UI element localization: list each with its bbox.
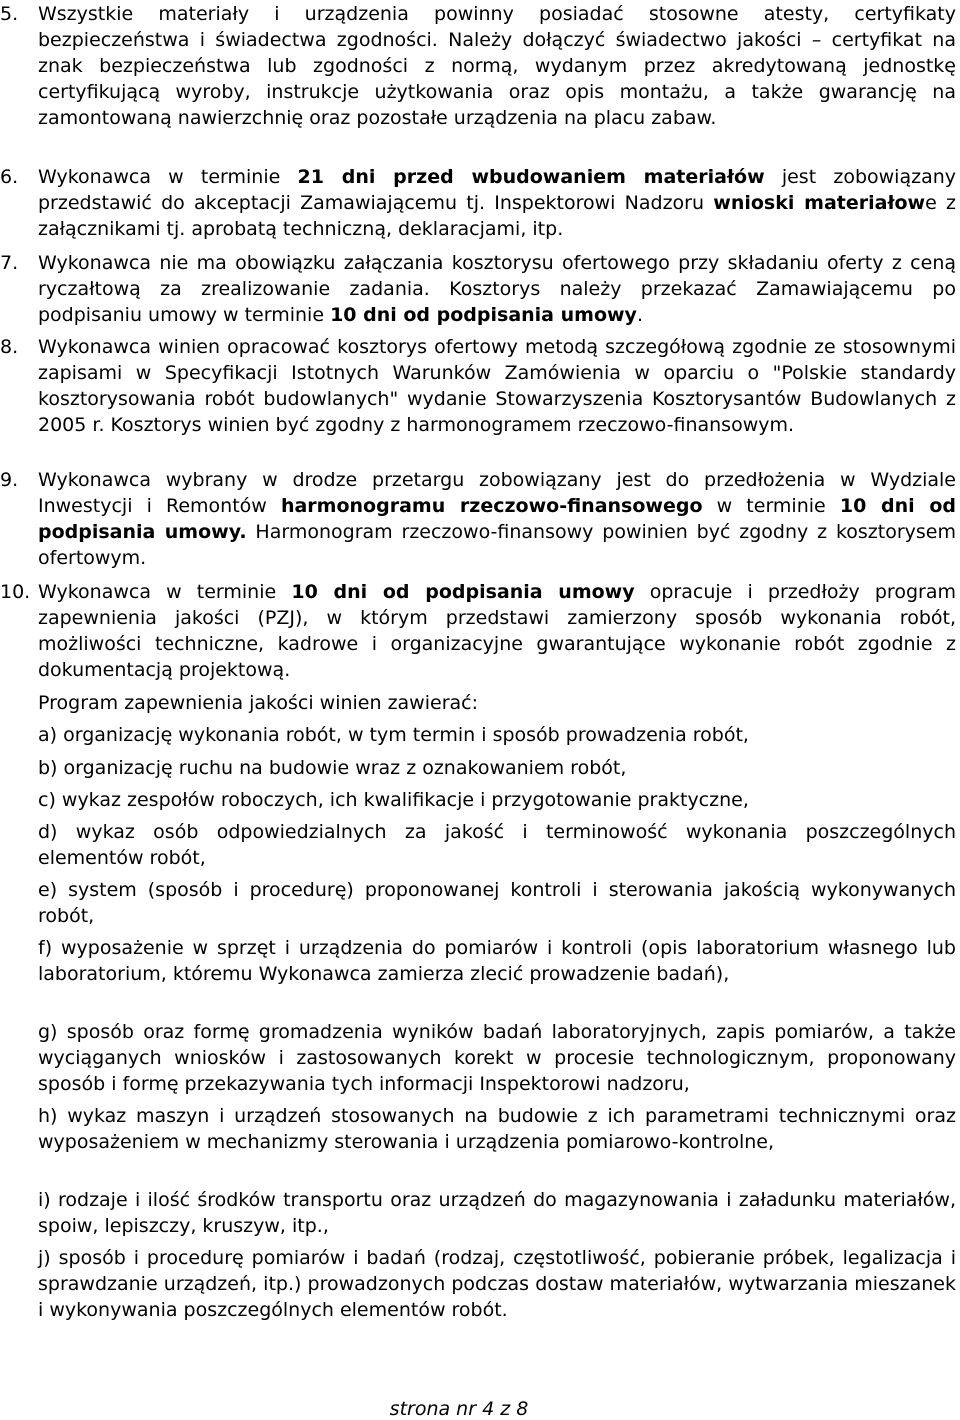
sub-item-a: a) organizację wykonania robót, w tym termin i sposób prowadzenia robót, [38, 724, 749, 746]
item-number: 7. [0, 252, 19, 274]
item-text [38, 250, 956, 328]
item-text [38, 1, 956, 131]
item-number: 9. [0, 469, 19, 491]
bold-run: 21 dni przed wbudowaniem materiałów [297, 166, 765, 188]
text-run: Wykonawca winien opracować kosztorys ofertowy metodą szczegółową zgodnie ze stosownymi zapisami w Specyfikacji Istotnych Warunków Zamówienia w oparciu o "Polskie standardy kosztorysowania robót budowlanych" wydanie Stowarzyszenia Kosztorysantów Budowlanych z 2005 r. Kosztorys winien być zgodny z harmonogramem rzeczowo-finansowym. [38, 336, 956, 436]
text-run: Wykonawca nie ma obowiązku załączania kosztorysu ofertowego przy składaniu oferty z ceną ryczałtową za zrealizowanie zadania. Kosztorys należy przekazać Zamawiającemu po podpisaniu umowy w terminie [38, 252, 956, 326]
sub-item-c: c) wykaz zespołów roboczych, ich kwalifikacje i przygotowanie praktyczne, [38, 789, 749, 811]
item-text [38, 164, 956, 242]
text-run: Wszystkie materiały i urządzenia powinny posiadać stosowne atesty, certyfikaty bezpieczeństwa i świadectwa zgodności. Należy dołączyć świadectwo jakości – certyfikat na znak bezpieczeństwa lub zgodności z normą, wydanym przez akredytowaną jednostkę certyfikującą wyroby, instrukcje użytkowania oraz opis montażu, a także gwarancję na zamontowaną nawierzchnię oraz pozostałe urządzenia na placu zabaw. [38, 3, 956, 129]
item-number: 8. [0, 336, 19, 358]
sub-item-e: e) system (sposób i procedurę) proponowanej kontroli i sterowania jakością wykonywanych robót, [38, 879, 956, 927]
text-run: Wykonawca wybrany w drodze przetargu zobowiązany jest do przedłożenia w Wydziale Inwestycji i Remontów [38, 469, 956, 517]
list-item-8 [0, 334, 956, 438]
bold-run: 10 dni od podpisania umowy [291, 581, 635, 603]
sub-item-h: h) wykaz maszyn i urządzeń stosowanych na budowie z ich parametrami technicznymi oraz wyposażeniem w mechanizmy sterowania i urządzenia pomiarowo-kontrolne, [38, 1105, 956, 1153]
sub-item-j: j) sposób i procedurę pomiarów i badań (rodzaj, częstotliwość, pobieranie próbek, legalizacja i sprawdzanie urządzeń, itp.) prowadzonych podczas dostaw materiałów, wytwarzania mieszanek i wykonywania poszczególnych elementów robót. [38, 1247, 956, 1321]
bold-run: 10 dni od podpisania umowy [330, 304, 637, 326]
list-item-6 [0, 164, 956, 242]
text-run: . [636, 304, 643, 326]
list-item-7 [0, 250, 956, 328]
list-item-5 [0, 1, 956, 131]
item-number: 10. [0, 581, 31, 603]
program-intro: Program zapewnienia jakości winien zawierać: [38, 692, 478, 714]
text-run: opracuje i przedłoży program zapewnienia jakości (PZJ), w którym przedstawi zamierzony sposób wykonania robót, możliwości techniczne, kadrowe i organizacyjne gwarantujące wykonanie robót zgodnie z dokumentacją projektową. [38, 581, 956, 681]
bold-run: wnioski materiałow [713, 192, 926, 214]
text-run: jest zobowiązany przedstawić do akceptacji Zamawiającemu tj. Inspektorowi Nadzoru [38, 166, 956, 214]
sub-item-d: d) wykaz osób odpowiedzialnych za jakość i terminowość wykonania poszczególnych elementów robót, [38, 821, 956, 869]
bold-run: 10 dni od podpisania umowy. [38, 495, 956, 543]
item-number: 5. [0, 3, 19, 25]
list-item-10 [0, 579, 956, 683]
sub-item-g: g) sposób oraz formę gromadzenia wyników badań laboratoryjnych, zapis pomiarów, a także wyciąganych wniosków i zastosowanych korekt w procesie technologicznym, proponowany sposób i formę przekazywania tych informacji Inspektorowi nadzoru, [38, 1021, 956, 1095]
text-run: Wykonawca w terminie [38, 166, 298, 188]
item-number: 6. [0, 166, 19, 188]
sub-item-i: i) rodzaje i ilość środków transportu oraz urządzeń do magazynowania i załadunku materiałów, spoiw, lepiszczy, kruszyw, itp., [38, 1189, 956, 1237]
sub-item-f: f) wyposażenie w sprzęt i urządzenia do pomiarów i kontroli (opis laboratorium własnego lub laboratorium, któremu Wykonawca zamierza zlecić prowadzenie badań), [38, 937, 956, 985]
item-text [38, 334, 956, 438]
text-run: Wykonawca w terminie [38, 581, 292, 603]
item-text [38, 579, 956, 683]
text-run: e z załącznikami tj. aprobatą techniczną, deklaracjami, itp. [38, 192, 957, 240]
text-run: w terminie [702, 495, 840, 517]
bold-run: harmonogramu rzeczowo-finansowego [280, 495, 703, 517]
page-footer: strona nr 4 z 8 [389, 1398, 529, 1420]
sub-item-b: b) organizację ruchu na budowie wraz z oznakowaniem robót, [38, 757, 627, 779]
item-text [38, 467, 956, 571]
list-item-9 [0, 467, 956, 571]
text-run: Harmonogram rzeczowo-finansowy powinien być zgodny z kosztorysem ofertowym. [38, 521, 956, 569]
